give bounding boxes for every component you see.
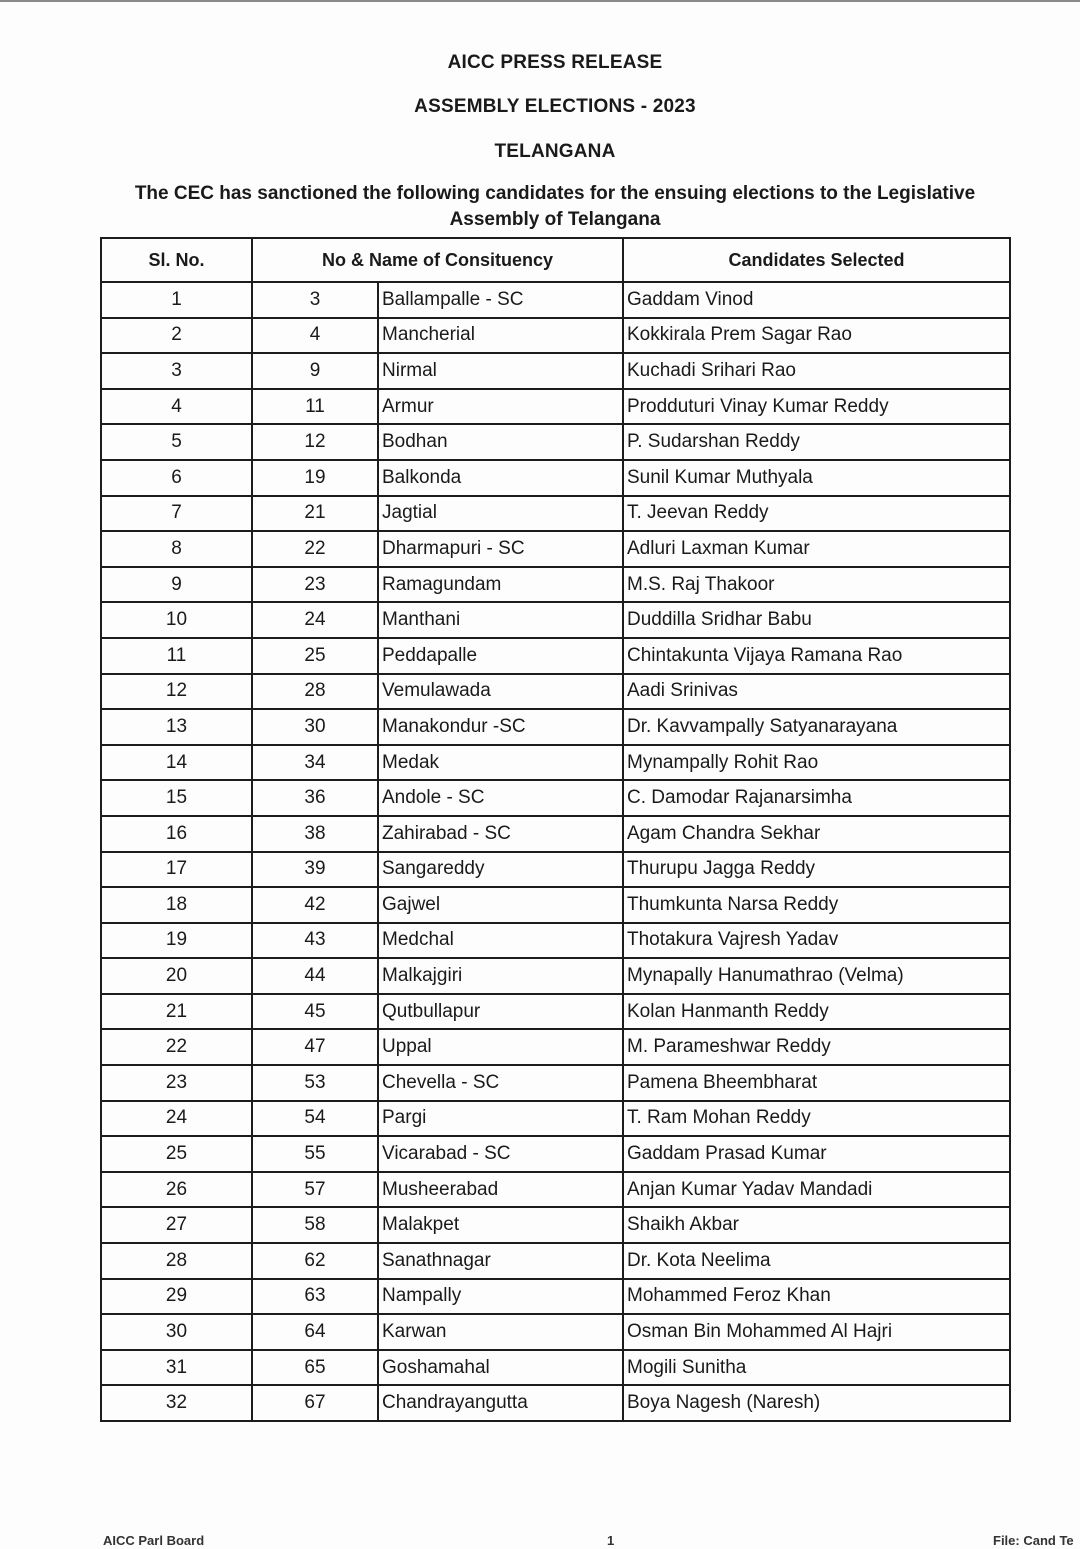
candidate-cell: Thotakura Vajresh Yadav [623, 923, 1010, 959]
sl-no-cell: 27 [101, 1207, 252, 1243]
table-row [101, 353, 1010, 389]
table-row [101, 1136, 1010, 1172]
constituency-no-cell: 47 [252, 1029, 378, 1065]
candidate-cell: Kuchadi Srihari Rao [623, 353, 1010, 389]
sl-no-cell: 30 [101, 1314, 252, 1350]
constituency-no-cell: 12 [252, 424, 378, 460]
sl-no-cell: 13 [101, 709, 252, 745]
sl-no-cell: 10 [101, 602, 252, 638]
table-row [101, 958, 1010, 994]
sl-no-cell: 1 [101, 282, 252, 318]
constituency-no-cell: 4 [252, 318, 378, 354]
candidate-cell: Dr. Kavvampally Satyanarayana [623, 709, 1010, 745]
constituency-name-cell: Manakondur -SC [378, 709, 623, 745]
constituency-name-cell: Jagtial [378, 496, 623, 532]
constituency-no-cell: 42 [252, 887, 378, 923]
candidate-cell: Mohammed Feroz Khan [623, 1279, 1010, 1315]
constituency-name-cell: Sanathnagar [378, 1243, 623, 1279]
table-row [101, 674, 1010, 710]
table-row [101, 1029, 1010, 1065]
candidate-cell: Pamena Bheembharat [623, 1065, 1010, 1101]
sl-no-cell: 3 [101, 353, 252, 389]
constituency-name-cell: Peddapalle [378, 638, 623, 674]
candidate-cell: Kokkirala Prem Sagar Rao [623, 318, 1010, 354]
constituency-name-cell: Vemulawada [378, 674, 623, 710]
table-row [101, 852, 1010, 888]
document-subtitle: ASSEMBLY ELECTIONS - 2023 [414, 96, 696, 117]
constituency-name-cell: Chevella - SC [378, 1065, 623, 1101]
table-row [101, 887, 1010, 923]
top-divider [0, 0, 1080, 2]
candidate-cell: Gaddam Prasad Kumar [623, 1136, 1010, 1172]
constituency-no-cell: 65 [252, 1350, 378, 1386]
table-row [101, 638, 1010, 674]
constituency-no-cell: 54 [252, 1101, 378, 1137]
sl-no-cell: 21 [101, 994, 252, 1030]
constituency-name-cell: Armur [378, 389, 623, 425]
constituency-name-cell: Medchal [378, 923, 623, 959]
table-row [101, 318, 1010, 354]
table-row [101, 567, 1010, 603]
constituency-name-cell: Nirmal [378, 353, 623, 389]
candidate-cell: T. Jeevan Reddy [623, 496, 1010, 532]
constituency-no-cell: 34 [252, 745, 378, 781]
constituency-name-cell: Vicarabad - SC [378, 1136, 623, 1172]
candidate-cell: Chintakunta Vijaya Ramana Rao [623, 638, 1010, 674]
candidate-cell: Agam Chandra Sekhar [623, 816, 1010, 852]
constituency-no-cell: 25 [252, 638, 378, 674]
sl-no-cell: 8 [101, 531, 252, 567]
candidate-cell: Kolan Hanmanth Reddy [623, 994, 1010, 1030]
sl-no-cell: 26 [101, 1172, 252, 1208]
table-row [101, 1314, 1010, 1350]
constituency-name-cell: Chandrayangutta [378, 1385, 623, 1421]
table-row [101, 1207, 1010, 1243]
constituency-name-cell: Karwan [378, 1314, 623, 1350]
sl-no-cell: 23 [101, 1065, 252, 1101]
constituency-name-cell: Ramagundam [378, 567, 623, 603]
candidate-cell: Adluri Laxman Kumar [623, 531, 1010, 567]
sl-no-cell: 24 [101, 1101, 252, 1137]
constituency-name-cell: Dharmapuri - SC [378, 531, 623, 567]
table-row [101, 460, 1010, 496]
constituency-no-cell: 58 [252, 1207, 378, 1243]
state-name: TELANGANA [494, 141, 616, 162]
table-row [101, 709, 1010, 745]
sl-no-cell: 28 [101, 1243, 252, 1279]
candidate-cell: Mogili Sunitha [623, 1350, 1010, 1386]
intro-text: The CEC has sanctioned the following candidates for the ensuing elections to the Legislative Assembly of Telangana [134, 183, 976, 230]
constituency-no-cell: 11 [252, 389, 378, 425]
constituency-name-cell: Qutbullapur [378, 994, 623, 1030]
sl-no-cell: 32 [101, 1385, 252, 1421]
constituency-no-cell: 53 [252, 1065, 378, 1101]
constituency-no-cell: 45 [252, 994, 378, 1030]
candidate-cell: Duddilla Sridhar Babu [623, 602, 1010, 638]
sl-no-cell: 29 [101, 1279, 252, 1315]
table-row [101, 282, 1010, 318]
constituency-no-cell: 21 [252, 496, 378, 532]
candidate-cell: Dr. Kota Neelima [623, 1243, 1010, 1279]
constituency-name-cell: Pargi [378, 1101, 623, 1137]
header-constituency: No & Name of Consituency [252, 238, 623, 282]
constituency-no-cell: 36 [252, 780, 378, 816]
constituency-name-cell: Malakpet [378, 1207, 623, 1243]
candidate-cell: Gaddam Vinod [623, 282, 1010, 318]
candidate-cell: Prodduturi Vinay Kumar Reddy [623, 389, 1010, 425]
table-row [101, 1350, 1010, 1386]
table-row [101, 1065, 1010, 1101]
table-row [101, 389, 1010, 425]
sl-no-cell: 22 [101, 1029, 252, 1065]
constituency-no-cell: 19 [252, 460, 378, 496]
table-row [101, 602, 1010, 638]
sl-no-cell: 7 [101, 496, 252, 532]
candidates-table [100, 237, 1011, 1422]
sl-no-cell: 15 [101, 780, 252, 816]
page-number: 1 [607, 1533, 615, 1548]
constituency-name-cell: Goshamahal [378, 1350, 623, 1386]
constituency-no-cell: 23 [252, 567, 378, 603]
candidate-cell: P. Sudarshan Reddy [623, 424, 1010, 460]
table-row [101, 923, 1010, 959]
sl-no-cell: 11 [101, 638, 252, 674]
candidate-cell: Shaikh Akbar [623, 1207, 1010, 1243]
candidate-cell: Thumkunta Narsa Reddy [623, 887, 1010, 923]
sl-no-cell: 20 [101, 958, 252, 994]
footer-left: AICC Parl Board [103, 1533, 205, 1548]
constituency-name-cell: Musheerabad [378, 1172, 623, 1208]
sl-no-cell: 17 [101, 852, 252, 888]
footer-file: File: Cand Te [993, 1533, 1074, 1548]
candidate-cell: Osman Bin Mohammed Al Hajri [623, 1314, 1010, 1350]
sl-no-cell: 6 [101, 460, 252, 496]
table-row [101, 1101, 1010, 1137]
constituency-name-cell: Uppal [378, 1029, 623, 1065]
constituency-no-cell: 3 [252, 282, 378, 318]
constituency-no-cell: 62 [252, 1243, 378, 1279]
constituency-no-cell: 43 [252, 923, 378, 959]
candidate-cell: M. Parameshwar Reddy [623, 1029, 1010, 1065]
sl-no-cell: 25 [101, 1136, 252, 1172]
sl-no-cell: 19 [101, 923, 252, 959]
constituency-name-cell: Mancherial [378, 318, 623, 354]
table-row [101, 531, 1010, 567]
header-candidates: Candidates Selected [623, 238, 1010, 282]
sl-no-cell: 9 [101, 567, 252, 603]
candidate-cell: C. Damodar Rajanarsimha [623, 780, 1010, 816]
document-title: AICC PRESS RELEASE [447, 52, 663, 73]
table-row [101, 1385, 1010, 1421]
table-row [101, 1279, 1010, 1315]
constituency-no-cell: 44 [252, 958, 378, 994]
constituency-no-cell: 39 [252, 852, 378, 888]
sl-no-cell: 12 [101, 674, 252, 710]
constituency-no-cell: 55 [252, 1136, 378, 1172]
constituency-no-cell: 63 [252, 1279, 378, 1315]
table-row [101, 780, 1010, 816]
constituency-name-cell: Balkonda [378, 460, 623, 496]
constituency-no-cell: 38 [252, 816, 378, 852]
sl-no-cell: 5 [101, 424, 252, 460]
constituency-name-cell: Nampally [378, 1279, 623, 1315]
constituency-no-cell: 22 [252, 531, 378, 567]
sl-no-cell: 2 [101, 318, 252, 354]
candidate-cell: Boya Nagesh (Naresh) [623, 1385, 1010, 1421]
candidate-cell: Mynapally Hanumathrao (Velma) [623, 958, 1010, 994]
table-row [101, 424, 1010, 460]
constituency-no-cell: 24 [252, 602, 378, 638]
constituency-name-cell: Bodhan [378, 424, 623, 460]
table-row [101, 816, 1010, 852]
sl-no-cell: 14 [101, 745, 252, 781]
constituency-no-cell: 28 [252, 674, 378, 710]
constituency-no-cell: 64 [252, 1314, 378, 1350]
candidate-cell: Anjan Kumar Yadav Mandadi [623, 1172, 1010, 1208]
constituency-name-cell: Gajwel [378, 887, 623, 923]
table-row [101, 1172, 1010, 1208]
constituency-name-cell: Andole - SC [378, 780, 623, 816]
constituency-name-cell: Sangareddy [378, 852, 623, 888]
sl-no-cell: 18 [101, 887, 252, 923]
candidate-cell: Mynampally Rohit Rao [623, 745, 1010, 781]
candidate-cell: M.S. Raj Thakoor [623, 567, 1010, 603]
constituency-no-cell: 30 [252, 709, 378, 745]
table-row [101, 994, 1010, 1030]
constituency-no-cell: 57 [252, 1172, 378, 1208]
constituency-name-cell: Malkajgiri [378, 958, 623, 994]
candidate-cell: T. Ram Mohan Reddy [623, 1101, 1010, 1137]
candidate-cell: Thurupu Jagga Reddy [623, 852, 1010, 888]
constituency-name-cell: Medak [378, 745, 623, 781]
table-row [101, 496, 1010, 532]
sl-no-cell: 16 [101, 816, 252, 852]
candidate-cell: Sunil Kumar Muthyala [623, 460, 1010, 496]
candidate-cell: Aadi Srinivas [623, 674, 1010, 710]
sl-no-cell: 4 [101, 389, 252, 425]
table-header-row [101, 238, 1010, 282]
sl-no-cell: 31 [101, 1350, 252, 1386]
table-body [101, 282, 1010, 1421]
constituency-no-cell: 67 [252, 1385, 378, 1421]
constituency-no-cell: 9 [252, 353, 378, 389]
table-row [101, 1243, 1010, 1279]
header-sl-no: Sl. No. [101, 238, 252, 282]
constituency-name-cell: Ballampalle - SC [378, 282, 623, 318]
table-row [101, 745, 1010, 781]
constituency-name-cell: Manthani [378, 602, 623, 638]
constituency-name-cell: Zahirabad - SC [378, 816, 623, 852]
